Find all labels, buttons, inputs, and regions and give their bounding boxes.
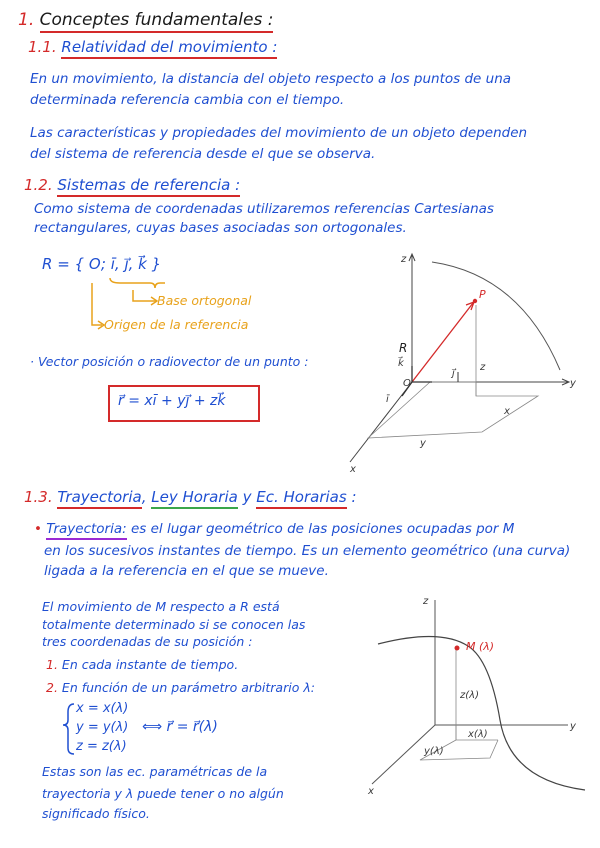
ec-parametricas-l1: Estas son las ec. paramétricas de la [42, 764, 268, 779]
d2-z-label: z [423, 596, 429, 607]
movimiento-l3: tres coordenadas de su posición : [42, 634, 253, 649]
trayectoria-def-l1: es el lugar geométrico de las posiciones ocupadas por M [130, 521, 515, 537]
d1-x-coordinate: x [504, 406, 510, 417]
d1-R-label: R [399, 341, 408, 355]
subsection-1-3-title-e: Ec. Horarias [256, 488, 346, 509]
trayectoria-term: Trayectoria: [46, 521, 126, 540]
item-1-number: 1. [46, 657, 58, 672]
base-underline-brace [110, 278, 165, 288]
d1-z-label: z [401, 254, 407, 265]
s11-p1-line1: En un movimiento, la distancia del objeto respecto a los puntos de una [30, 71, 512, 87]
subsection-1-3-number: 1.3. [24, 488, 53, 506]
item-1-text: En cada instante de tiempo. [61, 657, 239, 672]
d1-point-P: P [479, 288, 486, 301]
reference-formula: R = { O; ī, j⃗, k⃗ } [42, 255, 162, 273]
vector-position-text: · Vector posición o radiovector de un punto : [30, 354, 309, 369]
d1-x-label: x [350, 464, 356, 475]
trajectory-diagram [367, 596, 585, 797]
subsection-1-1-number: 1.1. [28, 38, 57, 56]
origin-label: Origen de la referencia [104, 317, 249, 332]
equation-x: x = x(λ) [76, 701, 129, 716]
d1-unit-i: ī [386, 394, 389, 405]
trayectoria-def-l3: ligada a la referencia en el que se mueve. [44, 563, 329, 579]
movimiento-l1: El movimiento de M respecto a R está [42, 599, 280, 614]
equation-r: ⟺ r⃗ = r⃗(λ) [142, 719, 218, 735]
d2-x-lambda: x(λ) [468, 729, 488, 740]
d2-x-label: x [368, 786, 374, 797]
subsection-1-3-title-b: , [141, 488, 152, 506]
d1-y-coordinate: y [420, 438, 426, 449]
item-2-text: En función de un parámetro arbitrario λ: [61, 680, 315, 695]
section-1-title: Conceptes fundamentales : [40, 10, 274, 33]
d1-unit-k: k⃗ [398, 358, 404, 369]
equation-z: z = z(λ) [76, 739, 127, 754]
origin-pointer-arrow [92, 283, 102, 325]
subsection-1-1-title: Relatividad del movimiento : [61, 38, 277, 59]
subsection-1-2-number: 1.2. [24, 176, 53, 194]
movimiento-l2: totalmente determinado si se conocen las [42, 617, 306, 632]
subsection-1-3-title-c: Ley Horaria [151, 488, 238, 509]
reference-system-diagram [349, 254, 577, 475]
ec-parametricas-l2: trayectoria y λ puede tener o no algún [42, 786, 284, 801]
vector-formula: r⃗ = xī + yj⃗ + zk⃗ [118, 393, 226, 409]
s11-p2-line1: Las características y propiedades del movimiento de un objeto dependen [30, 125, 528, 141]
s12-p1-line2: rectangulares, cuyas bases asociadas son ortogonales. [34, 220, 407, 236]
subsection-1-3-title-d: y [237, 488, 257, 506]
d1-y-label: y [570, 378, 576, 389]
s12-p1-line1: Como sistema de coordenadas utilizaremos referencias Cartesianas [34, 201, 494, 217]
equation-y: y = y(λ) [76, 720, 129, 735]
trayectoria-def-l2: en los sucesivos instantes de tiempo. Es un elemento geométrico (una curva) [44, 543, 571, 559]
subsection-1-3-title-a: Trayectoria [57, 488, 141, 509]
bullet-dot: • [34, 521, 42, 537]
base-pointer-arrow [133, 290, 156, 301]
section-1-number: 1. [18, 10, 35, 30]
d1-origin-label: O [403, 378, 411, 389]
item-2-number: 2. [46, 680, 58, 695]
d2-z-lambda: z(λ) [460, 690, 479, 701]
d2-point-M: M (λ) [466, 640, 495, 653]
d2-y-label: y [570, 721, 576, 732]
base-label: Base ortogonal [157, 293, 252, 308]
s11-p1-line2: determinada referencia cambia con el tiempo. [30, 92, 345, 108]
d2-y-lambda: y(λ) [424, 746, 444, 757]
s11-p2-line2: del sistema de referencia desde el que se observa. [30, 146, 376, 162]
d1-unit-j: j⃗ [452, 368, 455, 379]
ec-parametricas-l3: significado físico. [42, 806, 150, 821]
subsection-1-2-title: Sistemas de referencia : [57, 176, 240, 197]
subsection-1-3-title-f: : [346, 488, 357, 506]
d1-z-coordinate: z [480, 362, 486, 373]
equation-brace [63, 704, 74, 754]
